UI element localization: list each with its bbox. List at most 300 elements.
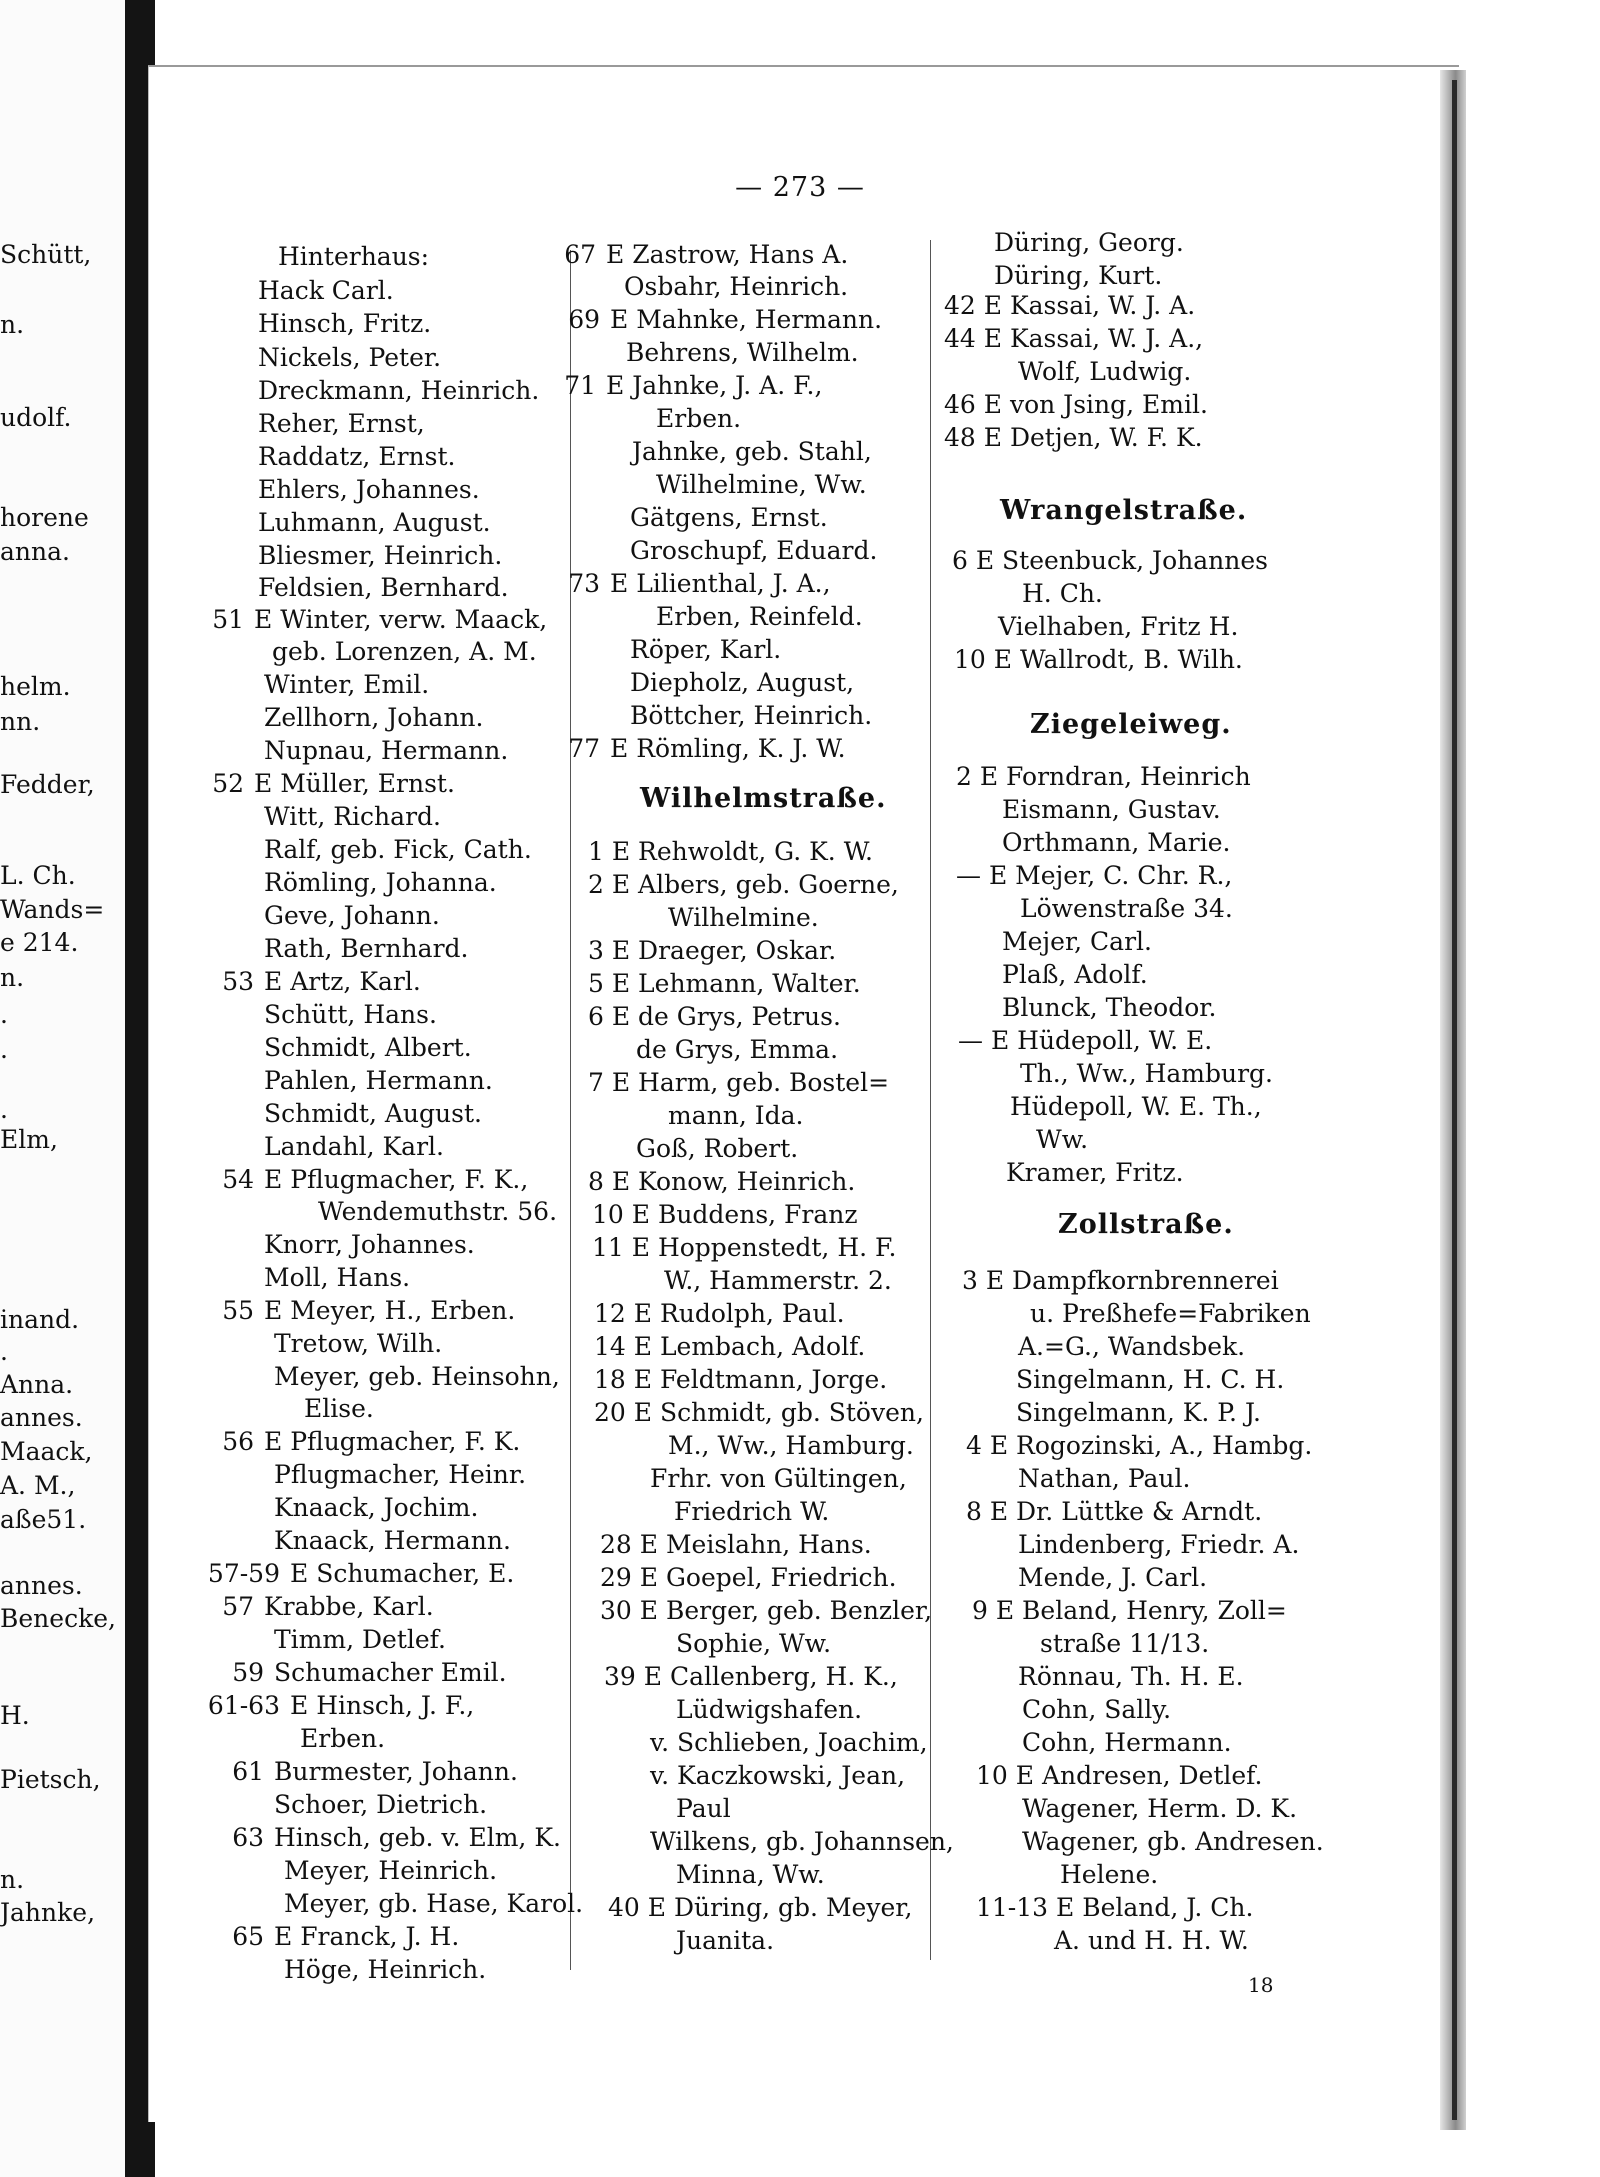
directory-entry-line [956, 861, 1232, 891]
directory-entry-line [1018, 1332, 1245, 1362]
entry-text: 28 E Meislahn, Hans. [600, 1530, 872, 1559]
entry-text: Knorr, Johannes. [264, 1230, 475, 1259]
left-page-text-fragment: Fedder, [0, 770, 95, 799]
entry-text: 42 E Kassai, W. J. A. [944, 291, 1196, 320]
entry-text: Nupnau, Hermann. [264, 736, 509, 765]
entry-text: Schoer, Dietrich. [274, 1790, 488, 1819]
entry-text: Lindenberg, Friedr. A. [1018, 1530, 1300, 1559]
entry-text: 10 E Wallrodt, B. Wilh. [954, 645, 1243, 674]
entry-text: 5 E Lehmann, Walter. [588, 969, 861, 998]
directory-entry-line [994, 228, 1184, 258]
entry-text: Raddatz, Ernst. [258, 442, 456, 471]
street-heading: Wilhelmstraße. [640, 783, 887, 814]
entry-text: — E Hüdepoll, W. E. [958, 1026, 1213, 1055]
house-number: 55 [222, 1296, 254, 1325]
entry-text: Bliesmer, Heinrich. [258, 541, 503, 570]
left-page-text-fragment: anna. [0, 537, 70, 566]
directory-entry-line [944, 390, 1208, 420]
entry-text: Mende, J. Carl. [1018, 1563, 1208, 1592]
directory-entry-line [1022, 579, 1103, 609]
house-number: 51 [212, 605, 244, 634]
entry-text: Hinsch, geb. v. Elm, K. [274, 1823, 561, 1852]
left-page-text-fragment: Benecke, [0, 1604, 116, 1633]
left-page-text-fragment: nn. [0, 707, 41, 736]
directory-entry-line [207, 1559, 515, 1589]
entry-text: Erben. [300, 1724, 386, 1753]
directory-entry-line [588, 837, 873, 867]
directory-entry-line [668, 903, 819, 933]
entry-text: Minna, Ww. [676, 1860, 825, 1889]
directory-entry-line [258, 508, 491, 538]
house-number: 57 [222, 1592, 254, 1621]
directory-entry-line [1010, 1092, 1262, 1122]
directory-entry-line [664, 1266, 892, 1296]
entry-text: W., Hammerstr. 2. [664, 1266, 892, 1295]
entry-text: 3 E Dampfkornbrennerei [962, 1266, 1279, 1295]
directory-entry-line [1060, 1860, 1158, 1890]
entry-text: E Hinsch, J. F., [290, 1691, 475, 1720]
directory-entry-line [650, 1761, 905, 1791]
entry-text: — E Mejer, C. Chr. R., [956, 861, 1233, 890]
entry-text: Timm, Detlef. [274, 1625, 446, 1654]
left-page-text-fragment: aße51. [0, 1505, 87, 1534]
directory-entry-line [258, 343, 441, 373]
directory-entry-line [674, 1497, 829, 1527]
house-number: 61-63 [207, 1691, 280, 1720]
house-number: 77 [568, 734, 600, 763]
directory-entry-line [222, 1296, 516, 1326]
directory-entry-line [212, 605, 548, 635]
entry-text: mann, Ida. [668, 1101, 804, 1130]
directory-entry-line [274, 1625, 446, 1655]
entry-text: Pahlen, Hermann. [264, 1066, 493, 1095]
directory-entry-line [1018, 1563, 1207, 1593]
directory-entry-line [222, 967, 421, 997]
directory-entry-line [1022, 1728, 1232, 1758]
left-page-text-fragment: n. [0, 310, 25, 339]
directory-entry-line [592, 1200, 858, 1230]
left-page-text-fragment: horene [0, 503, 89, 532]
entry-text: Böttcher, Heinrich. [630, 701, 873, 730]
entry-text: Landahl, Karl. [264, 1132, 444, 1161]
left-page-text-fragment: n. [0, 963, 25, 992]
entry-text: Wilhelmine. [668, 903, 819, 932]
entry-text: Düring, Kurt. [994, 261, 1163, 290]
directory-entry-line [588, 936, 836, 966]
entry-text: Erben, Reinfeld. [656, 602, 863, 631]
house-number: 69 [568, 305, 600, 334]
directory-entry-line [676, 1926, 774, 1956]
house-number: 54 [222, 1165, 254, 1194]
directory-entry-line [588, 969, 861, 999]
entry-text: Orthmann, Marie. [1002, 828, 1231, 857]
directory-entry-line [592, 1233, 896, 1263]
left-page-text-fragment: Jahnke, [0, 1898, 96, 1927]
directory-entry-line [632, 437, 872, 467]
directory-entry-line [1018, 1662, 1244, 1692]
entry-text: Jahnke, geb. Stahl, [632, 437, 872, 466]
directory-entry-line [1020, 1059, 1273, 1089]
entry-text: 1 E Rehwoldt, G. K. W. [588, 837, 873, 866]
left-page-text-fragment: helm. [0, 672, 71, 701]
entry-text: Burmester, Johann. [274, 1757, 518, 1786]
entry-text: 44 E Kassai, W. J. A., [944, 324, 1204, 353]
entry-text: 4 E Rogozinski, A., Hambg. [966, 1431, 1313, 1460]
entry-text: 9 E Beland, Henry, Zoll= [972, 1596, 1287, 1625]
entry-text: 6 E de Grys, Petrus. [588, 1002, 841, 1031]
entry-text: 6 E Steenbuck, Johannes [952, 546, 1268, 575]
house-number: 71 [564, 371, 596, 400]
entry-text: u. Preßhefe=Fabriken [1030, 1299, 1311, 1328]
left-page-text-fragment: H. [0, 1701, 30, 1730]
entry-text: 8 E Dr. Lüttke & Arndt. [966, 1497, 1263, 1526]
directory-entry-line [630, 536, 877, 566]
directory-entry-line [258, 442, 455, 472]
house-number: 63 [232, 1823, 264, 1852]
directory-entry-line [650, 1827, 954, 1857]
directory-entry-line [232, 1823, 561, 1853]
directory-entry-line [264, 835, 532, 865]
column-divider-right [930, 240, 931, 1960]
directory-entry-line [976, 1761, 1262, 1791]
entry-text: 20 E Schmidt, gb. Stöven, [594, 1398, 924, 1427]
house-number: 57-59 [207, 1559, 280, 1588]
entry-text: Behrens, Wilhelm. [626, 338, 859, 367]
entry-text: 18 E Feldtmann, Jorge. [594, 1365, 888, 1394]
directory-entry-line [284, 1955, 486, 1985]
directory-entry-line [568, 305, 883, 335]
entry-text: Römling, Johanna. [264, 868, 497, 897]
directory-entry-line [656, 470, 867, 500]
directory-entry-line [264, 1263, 410, 1293]
directory-entry-line [676, 1695, 862, 1725]
directory-entry-line [258, 309, 431, 339]
entry-text: v. Schlieben, Joachim, [650, 1728, 928, 1757]
directory-entry-line [656, 404, 741, 434]
column-divider-left [570, 250, 571, 1970]
directory-entry-line [600, 1596, 932, 1626]
directory-entry-line [588, 1068, 889, 1098]
directory-entry-line [626, 338, 859, 368]
directory-entry-line [588, 1167, 855, 1197]
entry-text: Kramer, Fritz. [1006, 1158, 1184, 1187]
directory-entry-line [564, 240, 849, 270]
left-page-text-fragment: Pietsch, [0, 1765, 101, 1794]
directory-entry-line [944, 423, 1203, 453]
house-number: 73 [568, 569, 600, 598]
entry-text: 2 E Forndran, Heinrich [956, 762, 1251, 791]
left-page-text-fragment: udolf. [0, 403, 72, 432]
entry-text: E Winter, verw. Maack, [254, 605, 548, 634]
directory-entry-line [1036, 1125, 1088, 1155]
entry-text: E Jahnke, J. A. F., [606, 371, 823, 400]
left-page-text-fragment: A. M., [0, 1471, 76, 1500]
directory-entry-line [264, 703, 483, 733]
directory-entry-line [966, 1497, 1262, 1527]
entry-text: 8 E Konow, Heinrich. [588, 1167, 856, 1196]
left-page-text-fragment: Anna. [0, 1370, 74, 1399]
entry-text: Meyer, Heinrich. [284, 1856, 498, 1885]
directory-entry-line [1002, 828, 1231, 858]
entry-text: Rönnau, Th. H. E. [1018, 1662, 1244, 1691]
entry-text: Erben. [656, 404, 742, 433]
directory-entry-line [630, 503, 828, 533]
house-number: 52 [212, 769, 244, 798]
directory-entry-line [222, 1427, 521, 1457]
directory-entry-line [1018, 357, 1191, 387]
directory-entry-line [264, 1230, 475, 1260]
entry-text: Röper, Karl. [630, 635, 782, 664]
directory-entry-line [956, 762, 1251, 792]
left-page-text-fragment: . [0, 1000, 8, 1029]
directory-entry-line [232, 1658, 507, 1688]
directory-entry-line [1030, 1299, 1311, 1329]
entry-text: Friedrich W. [674, 1497, 830, 1526]
directory-entry-line [588, 870, 899, 900]
entry-text: straße 11/13. [1040, 1629, 1210, 1658]
entry-text: Dreckmann, Heinrich. [258, 376, 540, 405]
directory-entry-line [207, 1691, 475, 1721]
directory-entry-line [976, 1893, 1253, 1923]
directory-entry-line [318, 1197, 557, 1227]
entry-text: 48 E Detjen, W. F. K. [944, 423, 1203, 452]
entry-text: E Pflugmacher, F. K. [264, 1427, 521, 1456]
directory-entry-line [258, 376, 539, 406]
directory-entry-line [274, 1460, 526, 1490]
directory-entry-line [1002, 960, 1148, 990]
entry-text: E Lilienthal, J. A., [610, 569, 831, 598]
entry-text: Lüdwigshafen. [676, 1695, 863, 1724]
directory-entry-line [274, 1329, 442, 1359]
page-edge-shadow [1452, 80, 1457, 2120]
entry-text: Krabbe, Karl. [264, 1592, 434, 1621]
directory-entry-line [232, 1922, 460, 1952]
entry-text: E Römling, K. J. W. [610, 734, 846, 763]
directory-entry-line [1040, 1629, 1209, 1659]
house-number: 53 [222, 967, 254, 996]
entry-text: Meyer, geb. Heinsohn, [274, 1362, 560, 1391]
directory-entry-line [264, 868, 497, 898]
entry-text: Plaß, Adolf. [1002, 960, 1148, 989]
directory-entry-line [568, 734, 846, 764]
entry-text: Knaack, Hermann. [274, 1526, 511, 1555]
directory-entry-line [274, 1362, 560, 1392]
directory-entry-line [258, 276, 394, 306]
directory-entry-line [222, 1592, 434, 1622]
directory-entry-line [630, 635, 781, 665]
street-heading: Zollstraße. [1058, 1209, 1234, 1240]
entry-text: E Zastrow, Hans A. [606, 240, 849, 269]
directory-entry-line [650, 1464, 907, 1494]
directory-entry-line [594, 1398, 924, 1428]
left-page-text-fragment: . [0, 1095, 8, 1124]
directory-entry-line [564, 371, 823, 401]
entry-text: Th., Ww., Hamburg. [1020, 1059, 1274, 1088]
entry-text: Ralf, geb. Fick, Cath. [264, 835, 532, 864]
directory-entry-line [656, 602, 863, 632]
directory-entry-line [630, 701, 872, 731]
entry-text: Schumacher Emil. [274, 1658, 507, 1687]
entry-text: Reher, Ernst, [258, 409, 425, 438]
entry-text: 46 E von Jsing, Emil. [944, 390, 1208, 419]
entry-text: E Meyer, H., Erben. [264, 1296, 516, 1325]
directory-entry-line [1016, 1365, 1284, 1395]
directory-entry-line [958, 1026, 1212, 1056]
entry-text: Moll, Hans. [264, 1263, 411, 1292]
directory-entry-line [630, 668, 854, 698]
entry-text: Goß, Robert. [636, 1134, 799, 1163]
entry-text: Sophie, Ww. [676, 1629, 832, 1658]
entry-text: Wilkens, gb. Johannsen, [650, 1827, 954, 1856]
directory-entry-line [588, 1002, 841, 1032]
left-page-text-fragment: n. [0, 1865, 25, 1894]
entry-text: E Pflugmacher, F. K., [264, 1165, 529, 1194]
entry-text: Winter, Emil. [264, 670, 430, 699]
directory-entry-line [278, 242, 429, 272]
directory-entry-line [264, 934, 468, 964]
entry-text: Witt, Richard. [264, 802, 441, 831]
directory-entry-line [962, 1266, 1279, 1296]
entry-text: Hinsch, Fritz. [258, 309, 432, 338]
directory-entry-line [258, 573, 509, 603]
directory-entry-line [624, 272, 848, 302]
entry-text: Nickels, Peter. [258, 343, 442, 372]
entry-text: Juanita. [676, 1926, 775, 1955]
directory-entry-line [668, 1101, 803, 1131]
directory-entry-line [1022, 1794, 1297, 1824]
directory-entry-line [232, 1757, 518, 1787]
entry-text: Pflugmacher, Heinr. [274, 1460, 527, 1489]
entry-text: 40 E Düring, gb. Meyer, [608, 1893, 913, 1922]
sheet-signature-number: 18 [1248, 1973, 1274, 1997]
directory-entry-line [608, 1893, 912, 1923]
left-page-text-fragment: . [0, 1337, 8, 1366]
directory-entry-line [274, 1493, 478, 1523]
entry-text: Mejer, Carl. [1002, 927, 1152, 956]
directory-entry-line [1022, 1827, 1324, 1857]
entry-text: Löwenstraße 34. [1020, 894, 1233, 923]
house-number: 67 [564, 240, 596, 269]
entry-text: Schmidt, August. [264, 1099, 482, 1128]
directory-entry-line [304, 1394, 374, 1424]
directory-entry-line [264, 1099, 482, 1129]
entry-text: v. Kaczkowski, Jean, [650, 1761, 906, 1790]
directory-entry-line [1002, 927, 1152, 957]
entry-text: 7 E Harm, geb. Bostel= [588, 1068, 890, 1097]
entry-text: Höge, Heinrich. [284, 1955, 487, 1984]
left-page-text-fragment: annes. [0, 1571, 83, 1600]
entry-text: geb. Lorenzen, A. M. [272, 637, 537, 666]
entry-text: Hüdepoll, W. E. Th., [1010, 1092, 1262, 1121]
entry-text: Wolf, Ludwig. [1018, 357, 1192, 386]
entry-text: Singelmann, K. P. J. [1016, 1398, 1261, 1427]
previous-page-fragment [0, 0, 145, 2177]
directory-entry-line [212, 769, 455, 799]
directory-entry-line [600, 1563, 897, 1593]
directory-entry-line [264, 1000, 437, 1030]
entry-text: A.=G., Wandsbek. [1018, 1332, 1246, 1361]
left-page-text-fragment: Schütt, [0, 240, 92, 269]
directory-entry-line [676, 1629, 831, 1659]
directory-entry-line [274, 1526, 511, 1556]
entry-text: Hinterhaus: [278, 242, 430, 271]
directory-entry-line [222, 1165, 529, 1195]
directory-entry-line [264, 901, 440, 931]
left-page-text-fragment: e 214. [0, 928, 79, 957]
directory-entry-line [264, 1066, 493, 1096]
directory-entry-line [1020, 894, 1233, 924]
directory-entry-line [972, 1596, 1287, 1626]
left-page-text-fragment: . [0, 1035, 8, 1064]
street-heading: Wrangelstraße. [1000, 495, 1248, 526]
left-page-text-fragment: L. Ch. [0, 861, 76, 890]
directory-entry-line [676, 1860, 825, 1890]
directory-entry-line [952, 546, 1268, 576]
entry-text: Cohn, Sally. [1022, 1695, 1172, 1724]
directory-entry-line [258, 475, 480, 505]
entry-text: E Artz, Karl. [264, 967, 421, 996]
directory-entry-line [1054, 1926, 1249, 1956]
directory-entry-line [1006, 1158, 1184, 1188]
entry-text: Eismann, Gustav. [1002, 795, 1221, 824]
directory-entry-line [668, 1431, 914, 1461]
entry-text: Wilhelmine, Ww. [656, 470, 867, 499]
entry-text: Schütt, Hans. [264, 1000, 437, 1029]
entry-text: Wendemuthstr. 56. [318, 1197, 558, 1226]
directory-entry-line [994, 261, 1162, 291]
entry-text: Diepholz, August, [630, 668, 855, 697]
directory-entry-line [1018, 1530, 1299, 1560]
entry-text: Vielhaben, Fritz H. [998, 612, 1239, 641]
entry-text: Meyer, gb. Hase, Karol. [284, 1889, 584, 1918]
house-number: 59 [232, 1658, 264, 1687]
entry-text: Tretow, Wilh. [274, 1329, 443, 1358]
directory-entry-line [966, 1431, 1312, 1461]
entry-text: 30 E Berger, geb. Benzler, [600, 1596, 933, 1625]
directory-entry-line [284, 1856, 497, 1886]
entry-text: 11 E Hoppenstedt, H. F. [592, 1233, 897, 1262]
entry-text: Helene. [1060, 1860, 1159, 1889]
entry-text: 39 E Callenberg, H. K., [604, 1662, 898, 1691]
entry-text: Luhmann, August. [258, 508, 491, 537]
entry-text: Singelmann, H. C. H. [1016, 1365, 1285, 1394]
left-page-text-fragment: Elm, [0, 1125, 58, 1154]
house-number: 65 [232, 1922, 264, 1951]
directory-entry-line [604, 1662, 898, 1692]
entry-text: 2 E Albers, geb. Goerne, [588, 870, 899, 899]
house-number: 61 [232, 1757, 264, 1786]
directory-entry-line [944, 324, 1203, 354]
directory-entry-line [264, 802, 441, 832]
entry-text: Rath, Bernhard. [264, 934, 469, 963]
entry-text: Feldsien, Bernhard. [258, 573, 509, 602]
entry-text: Paul [676, 1794, 731, 1823]
entry-text: Ehlers, Johannes. [258, 475, 480, 504]
directory-entry-line [636, 1134, 798, 1164]
directory-entry-line [264, 736, 508, 766]
entry-text: de Grys, Emma. [636, 1035, 839, 1064]
directory-entry-line [568, 569, 831, 599]
directory-entry-line [1002, 795, 1221, 825]
entry-text: Ww. [1036, 1125, 1089, 1154]
directory-entry-line [998, 612, 1238, 642]
directory-entry-line [954, 645, 1243, 675]
entry-text: E Schumacher, E. [290, 1559, 515, 1588]
entry-text: Zellhorn, Johann. [264, 703, 484, 732]
entry-text: Elise. [304, 1394, 374, 1423]
entry-text: 10 E Andresen, Detlef. [976, 1761, 1263, 1790]
entry-text: Hack Carl. [258, 276, 394, 305]
